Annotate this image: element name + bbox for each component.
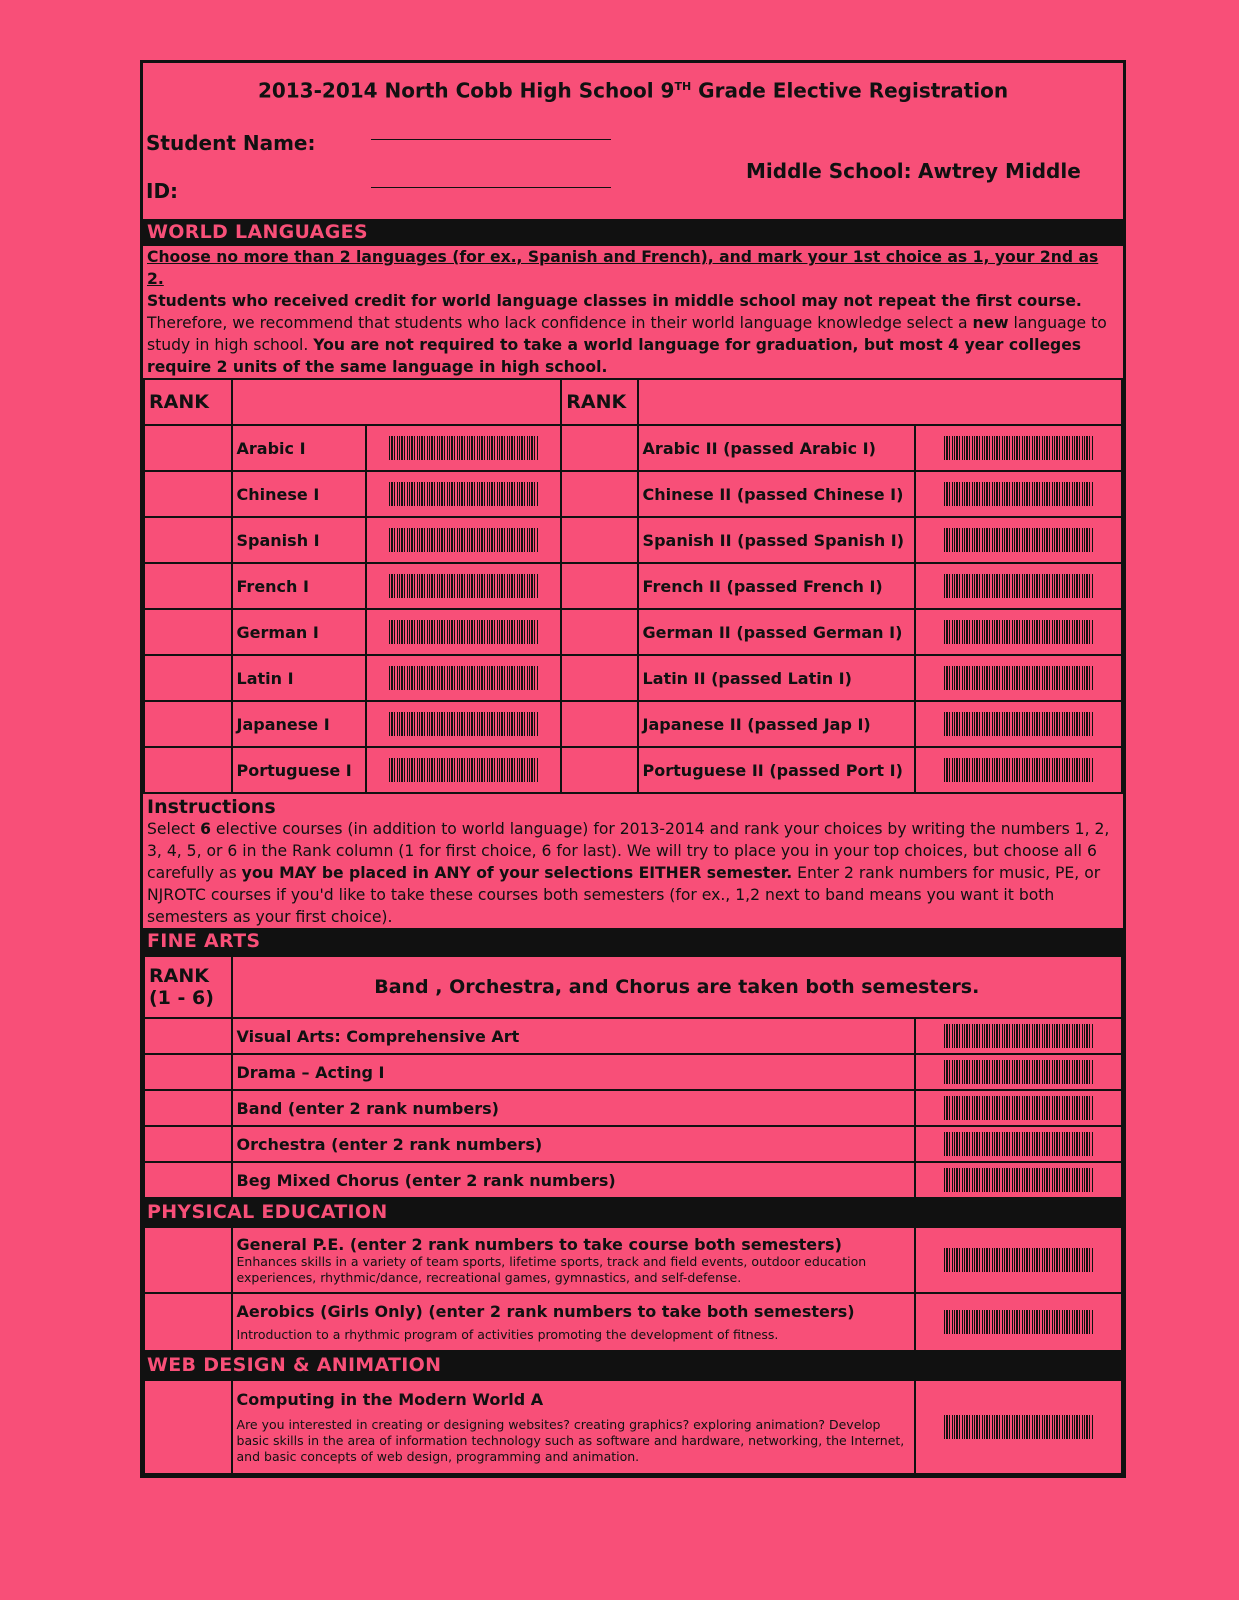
course-name: General P.E. (enter 2 rank numbers to take course both semesters) [236,1234,842,1254]
student-name-label: Student Name: [146,131,316,155]
rank-input[interactable] [561,563,637,609]
table-row [144,1126,1122,1162]
course-name: Japanese II (passed Jap I) [638,701,916,747]
course-name: Chinese II (passed Chinese I) [638,471,916,517]
rank-input[interactable] [144,655,232,701]
barcode [915,655,1122,701]
course-name: French I [232,563,366,609]
rank-input[interactable] [561,655,637,701]
course-name: Chinese I [232,471,366,517]
barcode [915,1380,1122,1474]
table-row [144,1090,1122,1126]
rank-input[interactable] [561,471,637,517]
barcode [366,563,561,609]
physical-education-table [143,1226,1123,1352]
world-languages-table [143,378,1123,794]
course-name: German II (passed German I) [638,609,916,655]
student-name-field[interactable] [371,139,611,140]
web-design-heading: WEB DESIGN & ANIMATION [143,1352,1123,1379]
course-name: Latin I [232,655,366,701]
rank-input[interactable] [561,701,637,747]
rank-input[interactable] [144,1227,232,1293]
course-name: Portuguese I [232,747,366,793]
course-name: Visual Arts: Comprehensive Art [232,1018,916,1054]
course-name: Spanish II (passed Spanish I) [638,517,916,563]
table-row [144,517,1122,563]
barcode [915,425,1122,471]
course-name: Spanish I [232,517,366,563]
web-design-table [143,1379,1123,1475]
table-row [144,1054,1122,1090]
rank-input[interactable] [561,609,637,655]
course-name: Latin II (passed Latin I) [638,655,916,701]
rank-input[interactable] [144,471,232,517]
table-row [144,425,1122,471]
rank-input[interactable] [144,701,232,747]
course-description: Enhances skills in a variety of team sports, lifetime sports, track and field events, outdoor education experiences, rhythmic/dance, recreational games, gymnastics, and self-defense. [236,1253,867,1285]
table-row [144,471,1122,517]
rank-input[interactable] [144,425,232,471]
course-name: Computing in the Modern World A [236,1389,544,1409]
barcode [915,1126,1122,1162]
course-name: Drama – Acting I [232,1054,916,1090]
rank-header-left: RANK [144,379,232,425]
rank-input[interactable] [144,1018,232,1054]
course-name: Portuguese II (passed Port I) [638,747,916,793]
table-row [144,1162,1122,1198]
barcode [915,701,1122,747]
barcode [366,609,561,655]
student-info [143,115,1123,219]
rank-input[interactable] [144,1380,232,1474]
barcode [915,1018,1122,1054]
table-row [144,609,1122,655]
barcode [915,747,1122,793]
physical-education-heading: PHYSICAL EDUCATION [143,1199,1123,1226]
barcode [915,1090,1122,1126]
rank-input[interactable] [561,517,637,563]
table-row [144,1018,1122,1054]
barcode [915,1054,1122,1090]
barcode [366,425,561,471]
rank-input[interactable] [144,1293,232,1351]
fine-arts-note: Band , Orchestra, and Chorus are taken both semesters. [232,956,1122,1018]
rank-header-right: RANK [561,379,637,425]
barcode [915,1162,1122,1198]
middle-school-value: Awtrey Middle [918,159,1081,183]
instructions-text: Select 6 elective courses (in addition to world language) for 2013-2014 and rank your choices by writing the numbers 1, 2, 3, 4, 5, or 6 in the Rank column (1 for first choice, 6 for last). We will try to place you in your top choices, but choose all 6 carefully as you MAY be placed in ANY of your selections EITHER semester. Enter 2 rank numbers for music, PE, or NJROTC courses if you'd like to take these courses both semesters (for ex., 1,2 next to band means you want it both semesters as your first choice). [147,820,1110,926]
course-description: Introduction to a rhythmic program of activities promoting the development of fitness. [236,1326,779,1342]
rank-input[interactable] [144,517,232,563]
course-name: Aerobics (Girls Only) (enter 2 rank numbers to take both semesters) [236,1301,855,1321]
course-name: Orchestra (enter 2 rank numbers) [232,1126,916,1162]
barcode [915,517,1122,563]
table-row [144,563,1122,609]
rank-input[interactable] [144,1054,232,1090]
barcode [915,1227,1122,1293]
instructions-heading: Instructions [147,796,276,818]
barcode [366,701,561,747]
rank-input[interactable] [144,1162,232,1198]
rank-input[interactable] [144,747,232,793]
course-name: French II (passed French I) [638,563,916,609]
course-name: Arabic II (passed Arabic I) [638,425,916,471]
rank-input[interactable] [144,609,232,655]
rank-input[interactable] [144,563,232,609]
course-name: Arabic I [232,425,366,471]
rank-input[interactable] [561,747,637,793]
course-name: German I [232,609,366,655]
table-row [144,701,1122,747]
table-row [144,1293,1122,1351]
form-title: 2013-2014 North Cobb High School 9TH Grade Elective Registration [257,78,1009,103]
table-row [144,747,1122,793]
rank-input[interactable] [144,1090,232,1126]
barcode [915,609,1122,655]
barcode [366,471,561,517]
rank-header: RANK (1 - 6) [144,956,232,1018]
world-languages-instructions: Choose no more than 2 languages (for ex., Spanish and French), and mark your 1st choice as 1, your 2nd as 2. Students who received credit for world language classes in middle school may not repeat the first course. Therefore, we recommend that students who lack confidence in their world language knowledge select a new language to study in high school. You are not required to take a world language for graduation, but most 4 year colleges require 2 units of the same language in high school. [147,248,1107,376]
world-languages-heading: WORLD LANGUAGES [143,219,1123,246]
table-row [144,1380,1122,1474]
rank-input[interactable] [561,425,637,471]
registration-form [140,60,1126,1478]
barcode [366,655,561,701]
barcode [915,563,1122,609]
course-name: Japanese I [232,701,366,747]
id-label: ID: [146,179,179,203]
table-row [144,1227,1122,1293]
barcode [915,471,1122,517]
table-row [144,655,1122,701]
course-name: Beg Mixed Chorus (enter 2 rank numbers) [232,1162,916,1198]
course-name: Band (enter 2 rank numbers) [232,1090,916,1126]
id-field[interactable] [371,187,611,188]
barcode [366,747,561,793]
rank-input[interactable] [144,1126,232,1162]
barcode [366,517,561,563]
barcode [915,1293,1122,1351]
fine-arts-table [143,955,1123,1199]
middle-school-label: Middle School: [746,159,912,183]
course-description: Are you interested in creating or designing websites? creating graphics? exploring animation? Develop basic skills in the area of information technology such as software and hardware, networking, the Internet, and basic concepts of web design, programming and animation. [236,1416,905,1464]
fine-arts-heading: FINE ARTS [143,928,1123,955]
